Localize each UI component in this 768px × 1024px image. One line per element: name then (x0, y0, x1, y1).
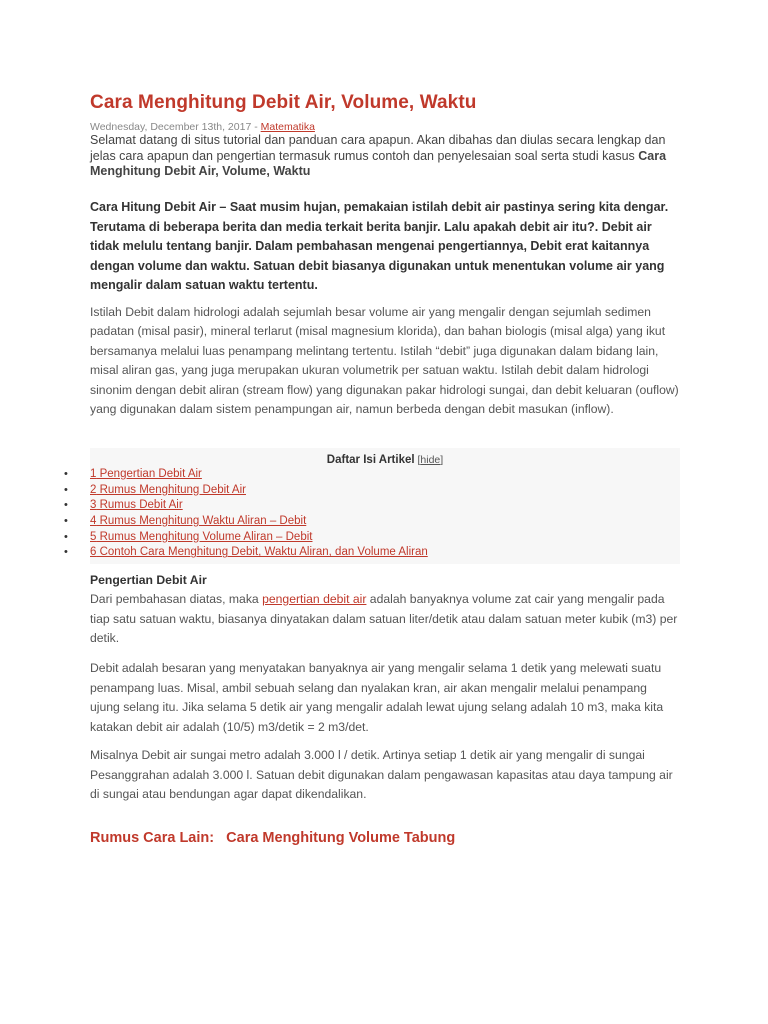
toc-item-number: 6 (90, 546, 97, 559)
debit-example-paragraph: Misalnya Debit air sungai metro adalah 3.000 l / detik. Artinya setiap 1 detik air yang mengalir di sungai Pesanggrahan adalah 3.000 l. Satuan debit digunakan dalam pengawasan kapasitas atau daya tampung air di sungai atau bendungan agar dapat dikendalikan. (90, 748, 673, 801)
intro-paragraph (90, 133, 680, 180)
toc-hide-bracket-open: [ (414, 454, 421, 466)
section-heading: Pengertian Debit Air (90, 573, 207, 587)
pengertian-debit-link[interactable]: pengertian debit air (262, 592, 367, 606)
toc-item-link[interactable] (90, 484, 246, 496)
category-link[interactable]: Matematika (260, 121, 315, 133)
article-title: Cara Menghitung Debit Air, Volume, Waktu (90, 92, 477, 113)
toc-item-link[interactable] (90, 546, 428, 558)
toc-hide-link[interactable]: hide (420, 454, 441, 466)
post-date: Wednesday, December 13th, 2017 (90, 121, 252, 133)
list-item (64, 530, 428, 546)
definition-paragraph: Istilah Debit dalam hidrologi adalah sejumlah besar volume air yang mengalir dengan sejumlah sedimen padatan (misal pasir), mineral terlarut (misal magnesium klorida), dan bahan biologis (misal alga) yang ikut bersamanya melalui luas penampang melintang tertentu. Istilah “debit” juga digunakan dalam bidang lain, misal aliran gas, yang juga merupakan ukuran volumetrik per satuan waktu. Istilah debit dalam hidrologi sinonim dengan debit aliran (stream flow) yang digunakan pakar hidrologi sungai, dan debit keluaran (ouflow) yang digunakan dalam sistem penampungan air, namun berbeda dengan debit masukan (inflow). (90, 305, 679, 417)
toc-item-label: Contoh Cara Menghitung Debit, Waktu Aliran, dan Volume Aliran (96, 546, 428, 559)
toc-item-label: Pengertian Debit Air (96, 468, 202, 480)
lead-paragraph (90, 198, 680, 296)
p2-text-before: Dari pembahasan diatas, maka (90, 592, 263, 606)
p2-text-after: adalah banyaknya volume zat cair yang mengalir pada tiap satu satuan waktu, biasanya dinyatakan dalam satuan liter/detik atau dalam satuan meter kubik (m3) per detik. (90, 592, 678, 645)
intro-bold: Cara Menghitung Debit Air, Volume, Waktu (90, 148, 667, 178)
list-item (64, 467, 428, 483)
intro-text: Selamat datang di situs tutorial dan panduan cara apapun. Akan dibahas dan diulas secara lengkap dan jelas cara apapun dan pengertian termasuk rumus contoh dan penyelesaian soal serta studi kasus (90, 133, 666, 163)
post-meta (90, 121, 315, 133)
related-article-heading[interactable]: Rumus Cara Lain: Cara Menghitung Volume Tabung (90, 830, 456, 846)
list-item (64, 514, 428, 530)
definition-debit-paragraph (90, 590, 680, 649)
list-item (64, 498, 428, 514)
toc-item-label: Rumus Menghitung Debit Air (96, 483, 246, 496)
toc-item-label: Rumus Debit Air (96, 499, 183, 512)
toc-item-link[interactable] (90, 499, 183, 511)
toc-list (64, 467, 428, 561)
debit-explanation-paragraph: Debit adalah besaran yang menyatakan banyaknya air yang mengalir selama 1 detik yang melewati suatu penampang luas. Misal, ambil sebuah selang dan nyalakan kran, air akan mengalir melalui penampang ujung selang itu. Jika selama 5 detik air yang mengalir adalah lewat ujung selang adalah 10 m3, maka kita katakan debit air adalah (10/5) m3/detik = 2 m3/det. (90, 661, 664, 734)
toc-header (90, 454, 680, 466)
lead-text: – Saat musim hujan, pemakaian istilah debit air pastinya sering kita dengar. Terutama di beberapa berita dan media terkait berita banjir. Lalu apakah debit air itu?. Debit air tidak melulu tentang banjir. Dalam pembahasan mengenai pengertiannya, Debit erat kaitannya dengan volume dan waktu. Satuan debit biasanya digunakan untuk menentukan volume air yang mengalir dalam satuan waktu tertentu. (90, 200, 669, 292)
list-item (64, 545, 428, 561)
toc-hide-bracket-close: ] (440, 454, 444, 466)
toc-item-link[interactable] (90, 531, 312, 543)
toc-item-label: Rumus Menghitung Volume Aliran – Debit (96, 530, 313, 543)
toc-title: Daftar Isi Artikel (326, 454, 415, 466)
toc-item-link[interactable] (90, 515, 306, 527)
lead-prefix: Cara Hitung Debit Air (90, 200, 216, 214)
toc-item-number: 2 (90, 483, 97, 496)
toc-item-label: Rumus Menghitung Waktu Aliran – Debit (96, 515, 307, 528)
toc-item-number: 1 (90, 468, 97, 480)
list-item (64, 483, 428, 499)
toc-item-number: 3 (90, 499, 97, 512)
toc-item-number: 5 (90, 530, 97, 543)
toc-item-number: 4 (90, 515, 97, 528)
meta-separator: - (251, 121, 261, 133)
toc-item-link[interactable] (90, 468, 202, 480)
